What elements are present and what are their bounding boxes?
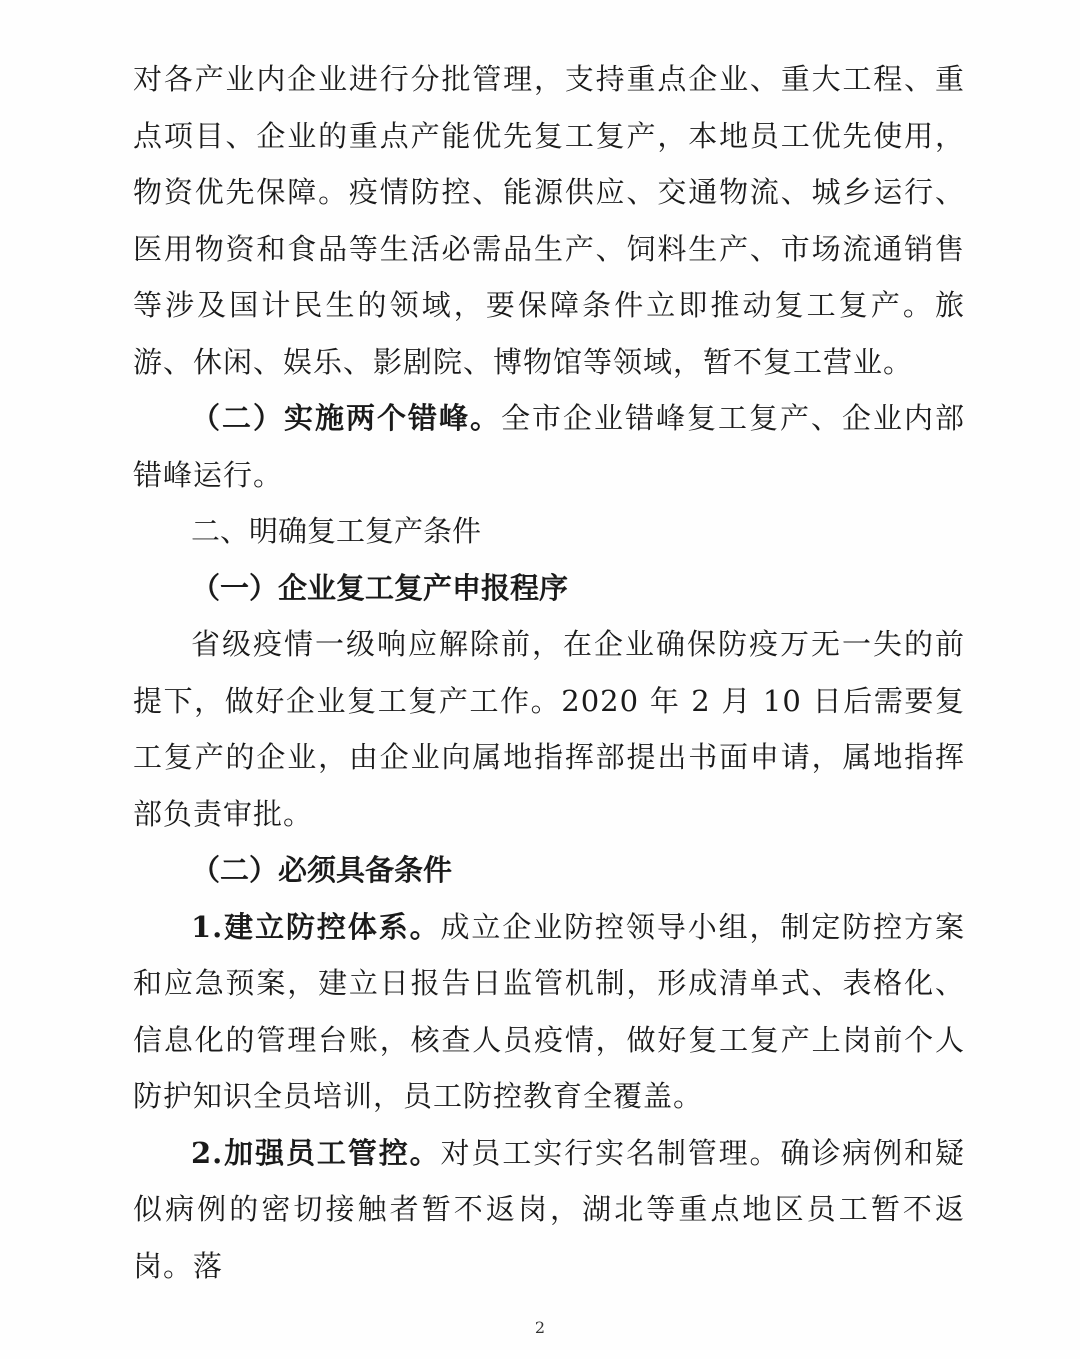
item-two-heading: 2.加强员工管控。 — [191, 1135, 441, 1170]
staggered-heading: （二）实施两个错峰。 — [191, 401, 501, 435]
item-two-body: 对员工实行实名制管理。确诊病例和疑似病例的密切接触者暂不返岗，湖北等重点地区员工暂不返岗。落 — [133, 1135, 965, 1283]
item-two-paragraph — [133, 1125, 965, 1295]
continuation-paragraph: 对各产业内企业进行分批管理，支持重点企业、重大工程、重点项目、企业的重点产能优先复工复产，本地员工优先使用，物资优先保障。疫情防控、能源供应、交通物流、城乡运行、医用物资和食品等生活必需品生产、饲料生产、市场流通销售等涉及国计民生的领域，要保障条件立即推动复工复产。旅游、休闲、娱乐、影剧院、博物馆等领域，暂不复工营业。 — [133, 62, 965, 379]
procedure-paragraph: 省级疫情一级响应解除前，在企业确保防疫万无一失的前提下，做好企业复工复产工作。2020 年 2 月 10 日后需要复工复产的企业，由企业向属地指挥部提出书面申请，属地指挥部负责审批。 — [133, 627, 965, 831]
subsection-one-title: （一）企业复工复产申报程序 — [191, 570, 569, 605]
staggered-body: 全市企业错峰复工复产、企业内部错峰运行。 — [133, 401, 965, 492]
staggered-paragraph — [133, 390, 965, 503]
page-number: 2 — [534, 1318, 546, 1337]
item-one-heading: 1.建立防控体系。 — [191, 909, 441, 944]
item-one-body: 成立企业防控领导小组，制定防控方案和应急预案，建立日报告日监管机制，形成清单式、表格化、信息化的管理台账，核查人员疫情，做好复工复产上岗前个人防护知识全员培训，员工防控教育全覆盖。 — [133, 909, 965, 1113]
item-one-paragraph — [133, 899, 965, 1125]
subsection-two-title: （二）必须具备条件 — [191, 853, 453, 887]
document-body — [133, 51, 965, 1294]
chapter-two-title: 二、明确复工复产条件 — [191, 514, 482, 548]
